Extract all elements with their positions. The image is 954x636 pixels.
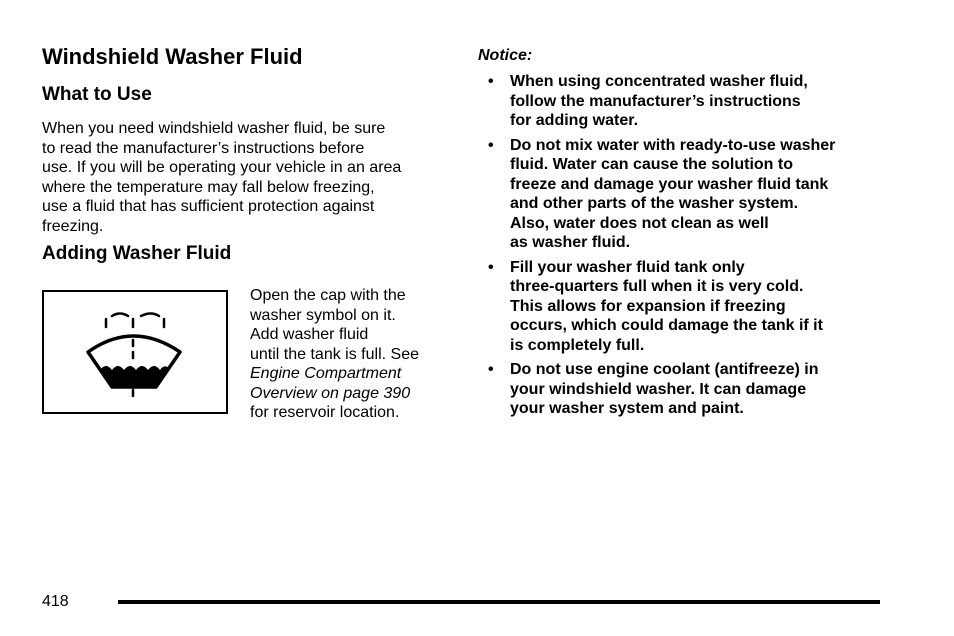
notice-line: your washer system and paint. bbox=[510, 400, 744, 417]
paragraph-line: use a fluid that has sufficient protection against bbox=[42, 198, 375, 215]
windshield-washer-fluid-icon bbox=[44, 292, 226, 412]
paragraph-line: where the temperature may fall below freezing, bbox=[42, 178, 375, 196]
washer-symbol-box bbox=[42, 290, 228, 414]
notice-line: and other parts of the washer system. bbox=[510, 195, 799, 212]
notice-line: fluid. Water can cause the solution to bbox=[510, 156, 793, 173]
page-number: 418 bbox=[42, 593, 69, 610]
notice-item bbox=[488, 136, 908, 253]
notice-item bbox=[488, 258, 908, 356]
notice-item bbox=[488, 72, 908, 131]
notice-line: as washer fluid. bbox=[510, 234, 631, 251]
notice-line: Fill your washer fluid tank only bbox=[510, 258, 745, 276]
paragraph-line: freezing. bbox=[42, 217, 104, 235]
adding-washer-fluid-heading: Adding Washer Fluid bbox=[42, 243, 232, 264]
notice-line: Also, water does not clean as well bbox=[510, 214, 769, 232]
notice-line: This allows for expansion if freezing bbox=[510, 297, 786, 315]
notice-line: Do not use engine coolant (antifreeze) in bbox=[510, 361, 819, 378]
instruction-line: Add washer fluid bbox=[250, 326, 369, 343]
notice-line: Do not mix water with ready-to-use washer bbox=[510, 136, 836, 154]
footer-rule bbox=[118, 600, 880, 604]
notice-line: follow the manufacturer’s instructions bbox=[510, 92, 801, 110]
instruction-line: washer symbol on it. bbox=[250, 306, 396, 324]
page-title: Windshield Washer Fluid bbox=[42, 44, 303, 69]
bullet-icon: • bbox=[488, 136, 494, 154]
notice-line: is completely full. bbox=[510, 336, 645, 354]
paragraph-line: to read the manufacturer’s instructions before bbox=[42, 139, 365, 157]
bullet-icon: • bbox=[488, 73, 494, 90]
paragraph-line: use. If you will be operating your vehicle in an area bbox=[42, 159, 402, 176]
notice-item bbox=[488, 360, 908, 419]
notice-line: occurs, which could damage the tank if it bbox=[510, 317, 823, 334]
cross-reference-link[interactable]: Overview on page 390 bbox=[250, 384, 411, 402]
notice-line: your windshield washer. It can damage bbox=[510, 380, 807, 398]
notice-line: three-quarters full when it is very cold. bbox=[510, 278, 804, 295]
notice-label: Notice: bbox=[478, 47, 533, 64]
cross-reference-link[interactable]: Engine Compartment bbox=[250, 365, 402, 382]
paragraph-line: When you need windshield washer fluid, be sure bbox=[42, 120, 386, 137]
instruction-line: Open the cap with the bbox=[250, 287, 406, 304]
what-to-use-heading: What to Use bbox=[42, 84, 152, 105]
what-to-use-paragraph bbox=[42, 119, 452, 236]
bullet-icon: • bbox=[488, 258, 494, 276]
bullet-icon: • bbox=[488, 361, 494, 378]
instruction-line: until the tank is full. See bbox=[250, 345, 419, 363]
notice-line: When using concentrated washer fluid, bbox=[510, 73, 808, 90]
instruction-line: for reservoir location. bbox=[250, 404, 400, 421]
notice-line: for adding water. bbox=[510, 112, 639, 129]
adding-instructions bbox=[250, 286, 460, 423]
notice-list bbox=[488, 72, 908, 424]
notice-line: freeze and damage your washer fluid tank bbox=[510, 175, 829, 193]
